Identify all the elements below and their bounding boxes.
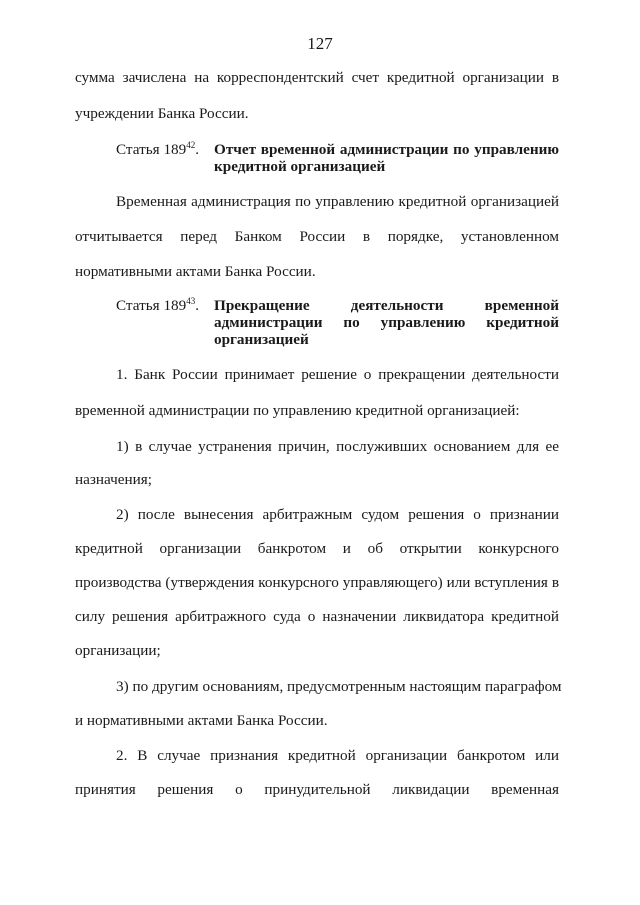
text-line: отчитывается перед Банком России в порядке, установленном <box>75 228 559 245</box>
text-line: производства (утверждения конкурсного управляющего) или вступления в <box>75 574 559 591</box>
article-title-line: кредитной организацией <box>214 158 386 175</box>
article-label-text: Статья 189 <box>116 141 187 158</box>
text-line: 2. В случае признания кредитной организации банкротом или <box>116 747 559 764</box>
article-label-superscript: 42 <box>186 140 196 150</box>
text-line: и нормативными актами Банка России. <box>75 712 328 729</box>
text-line: 1. Банк России принимает решение о прекращении деятельности <box>116 366 559 383</box>
page-number: 127 <box>307 34 333 53</box>
article-label-text: Статья 189 <box>116 297 187 314</box>
article-label-dot: . <box>195 297 200 314</box>
article-title-line: организацией <box>214 331 309 348</box>
text-line: организации; <box>75 642 161 659</box>
article-label <box>116 141 199 159</box>
text-line: назначения; <box>75 471 152 488</box>
text-line: кредитной организации банкротом и об открытии конкурсного <box>75 540 559 557</box>
text-line: Временная администрация по управлению кредитной организацией <box>116 193 559 210</box>
article-title-line: Прекращение деятельности временной <box>214 297 559 314</box>
text-line: сумма зачислена на корреспондентский счет кредитной организации в <box>75 69 559 86</box>
text-line: учреждении Банка России. <box>75 105 249 122</box>
article-label <box>116 297 199 315</box>
text-line: принятия решения о принудительной ликвидации временная <box>75 781 559 798</box>
text-line: 2) после вынесения арбитражным судом решения о признании <box>116 506 559 523</box>
text-line: нормативными актами Банка России. <box>75 263 316 280</box>
article-label-superscript: 43 <box>186 296 196 306</box>
text-line: временной администрации по управлению кредитной организацией: <box>75 402 520 419</box>
article-title-line: администрации по управлению кредитной <box>214 314 559 331</box>
article-title-line: Отчет временной администрации по управлению <box>214 141 559 158</box>
text-line: силу решения арбитражного суда о назначении ликвидатора кредитной <box>75 608 559 625</box>
text-line: 1) в случае устранения причин, послуживших основанием для ее <box>116 438 559 455</box>
text-line: 3) по другим основаниям, предусмотренным настоящим параграфом <box>116 678 562 695</box>
article-label-dot: . <box>195 141 200 158</box>
